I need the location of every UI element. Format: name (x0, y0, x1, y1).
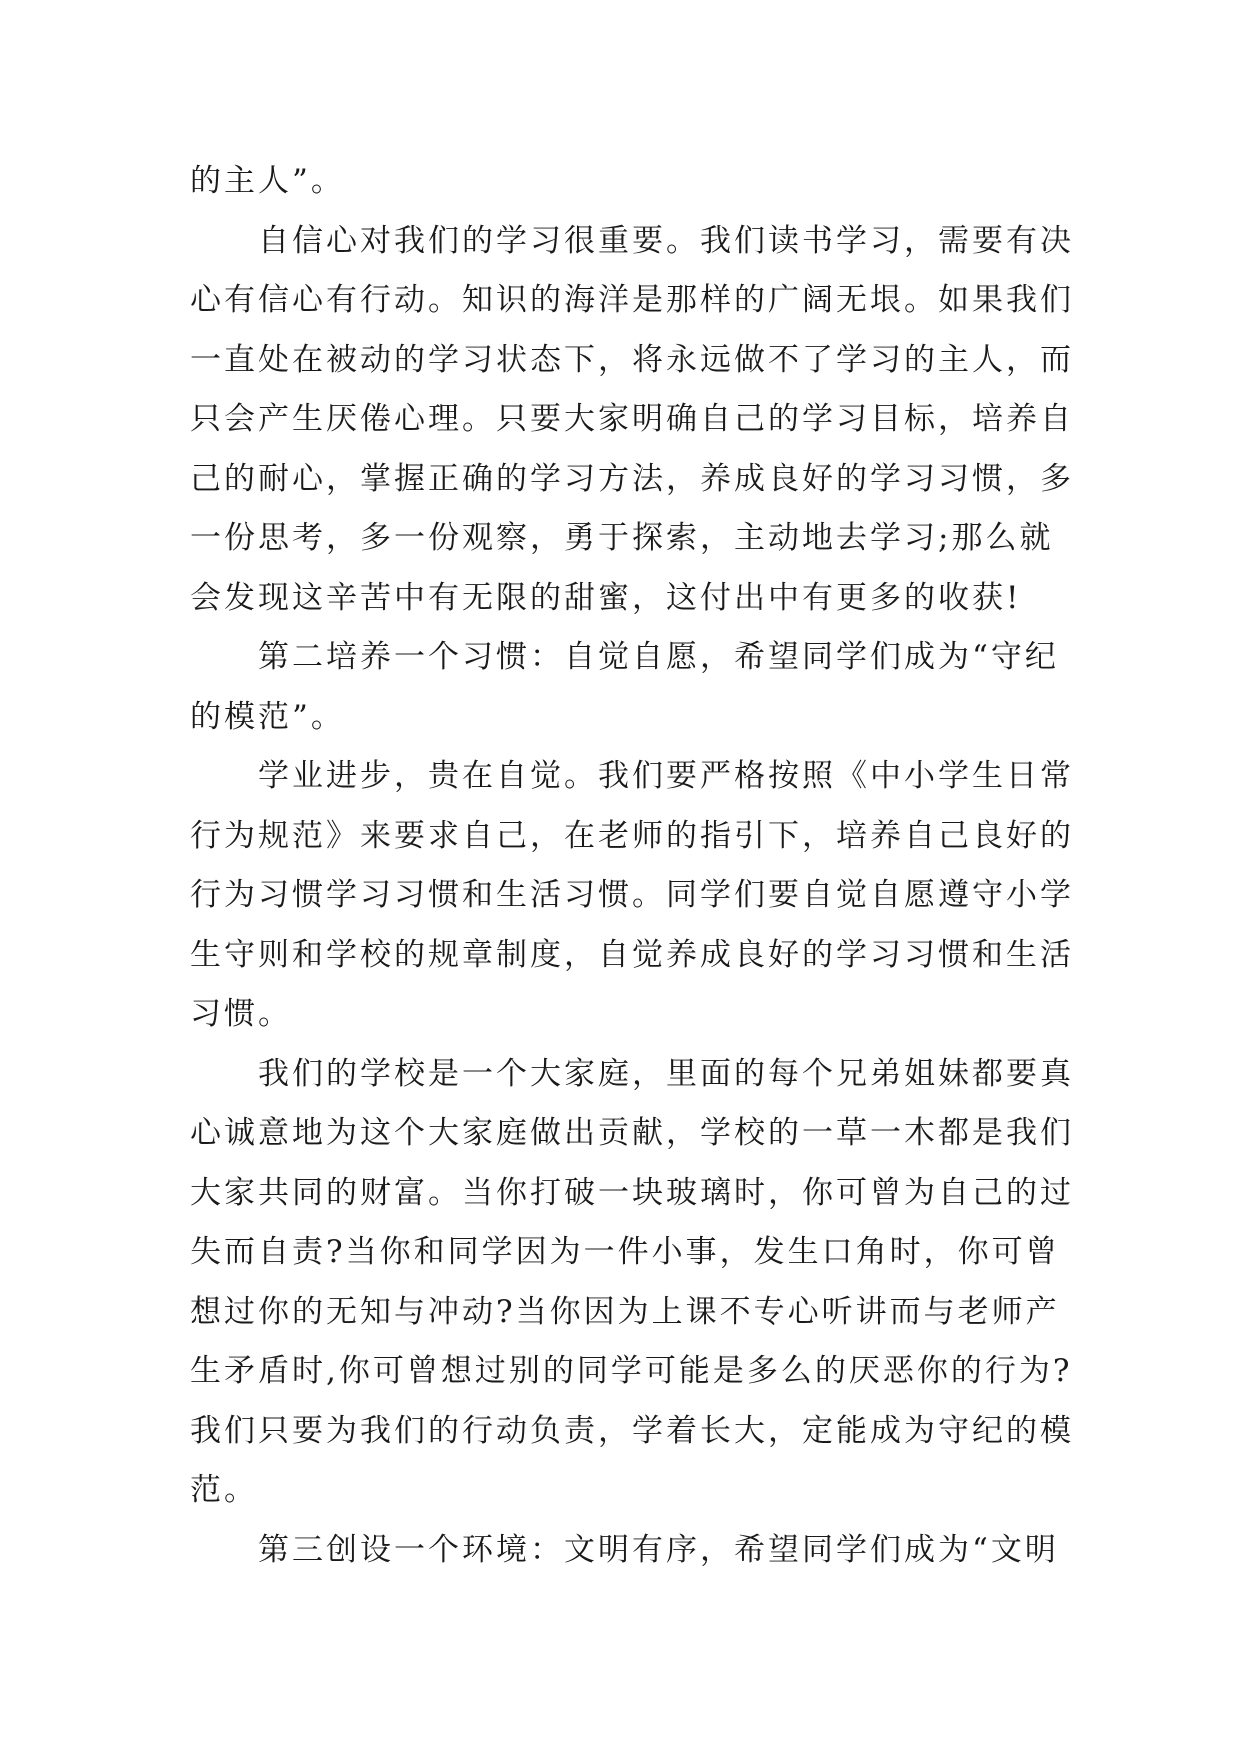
text-line: 己的耐心，掌握正确的学习方法，养成良好的学习习惯，多 (190, 460, 1074, 497)
text-line: 行为规范》来要求自己，在老师的指引下，培养自己良好的 (190, 817, 1074, 854)
text-line: 一直处在被动的学习状态下，将永远做不了学习的主人，而 (190, 341, 1074, 378)
text-line: 只会产生厌倦心理。只要大家明确自己的学习目标，培养自 (190, 401, 1074, 437)
text-line: 习惯。 (190, 996, 292, 1032)
document-body (190, 152, 1074, 1580)
section-heading-line: 第三创设一个环境：文明有序，希望同学们成为“文明 (258, 1531, 1059, 1568)
text-line: 我们只要为我们的行动负责，学着长大，定能成为守纪的模 (190, 1412, 1074, 1449)
text-line: 心诚意地为这个大家庭做出贡献，学校的一草一木都是我们 (190, 1115, 1074, 1151)
text-line: 失而自责?当你和同学因为一件小事，发生口角时，你可曾 (190, 1234, 1060, 1270)
paragraph-start-line: 我们的学校是一个大家庭，里面的每个兄弟姐妹都要真 (258, 1055, 1074, 1092)
text-line: 生守则和学校的规章制度，自觉养成良好的学习习惯和生活 (190, 936, 1074, 973)
text-line: 大家共同的财富。当你打破一块玻璃时，你可曾为自己的过 (190, 1174, 1074, 1211)
text-line: 一份思考，多一份观察，勇于探索，主动地去学习;那么就 (190, 520, 1054, 556)
text-line: 行为习惯学习习惯和生活习惯。同学们要自觉自愿遵守小学 (190, 877, 1074, 913)
text-line: 的模范”。 (190, 698, 345, 735)
text-line: 的主人”。 (190, 163, 345, 199)
section-heading-line: 第二培养一个习惯：自觉自愿，希望同学们成为“守纪 (258, 639, 1059, 675)
text-line: 生矛盾时,你可曾想过别的同学可能是多么的厌恶你的行为? (190, 1353, 1073, 1389)
text-line: 想过你的无知与冲动?当你因为上课不专心听讲而与老师产 (190, 1293, 1060, 1330)
text-line: 心有信心有行动。知识的海洋是那样的广阔无垠。如果我们 (190, 282, 1074, 318)
text-line: 会发现这辛苦中有无限的甜蜜，这付出中有更多的收获! (190, 579, 1022, 616)
text-line: 范。 (190, 1472, 258, 1508)
paragraph-start-line: 学业进步，贵在自觉。我们要严格按照《中小学生日常 (258, 758, 1074, 794)
paragraph-start-line: 自信心对我们的学习很重要。我们读书学习，需要有决 (258, 222, 1074, 259)
